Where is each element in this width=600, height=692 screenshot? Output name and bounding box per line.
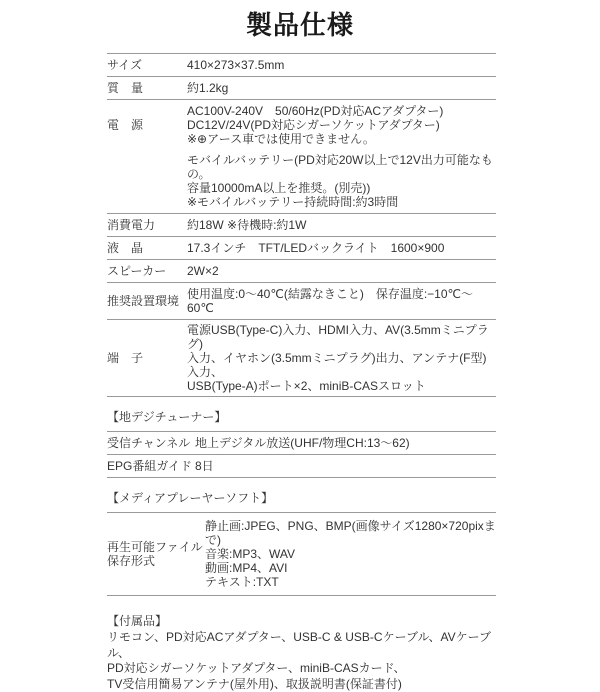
power-line-capacity: 容量10000mA以上を推奨。(別売)) xyxy=(187,181,496,195)
playable-files-label-line-1: 再生可能ファイル xyxy=(107,540,205,554)
media-player-section xyxy=(107,491,496,596)
terminals-line-2: 入力、イヤホン(3.5mmミニプラグ)出力、アンテナ(F型)入力、 xyxy=(187,351,496,379)
tuner-table xyxy=(107,431,496,478)
spec-row-playable-files xyxy=(107,513,496,596)
spec-row-power-consumption xyxy=(107,214,496,237)
tuner-section xyxy=(107,410,496,478)
terminals-line-3: USB(Type-A)ポート×2、miniB-CASスロット xyxy=(187,379,496,393)
spec-row-speaker xyxy=(107,260,496,283)
spec-value-environment: 使用温度:0〜40℃(結露なきこと) 保存温度:−10℃〜60℃ xyxy=(187,287,496,315)
page-title: 製品仕様 xyxy=(0,0,600,41)
accessories-line-2: PD対応シガーソケットアダプター、miniB-CASカード、 xyxy=(107,661,496,677)
spec-value-channels: 地上デジタル放送(UHF/物理CH:13〜62) xyxy=(195,436,496,450)
spec-row-weight xyxy=(107,77,496,100)
spec-value-weight: 約1.2kg xyxy=(187,81,496,95)
power-paragraph-battery xyxy=(187,153,496,209)
spec-value-epg: 8日 xyxy=(195,459,496,473)
spec-value-playable-files xyxy=(205,519,496,589)
playable-video: 動画:MP4、AVI xyxy=(205,561,496,575)
spec-row-power xyxy=(107,100,496,214)
power-line-battery: モバイルバッテリー(PD対応20W以上で12V出力可能なもの。 xyxy=(187,153,496,181)
spec-label-channels: 受信チャンネル xyxy=(107,436,195,450)
spec-value-power xyxy=(187,104,496,209)
spec-label-environment: 推奨設置環境 xyxy=(107,294,187,308)
accessories-line-3: TV受信用簡易アンテナ(屋外用)、取扱説明書(保証書付) xyxy=(107,677,496,692)
spec-value-power-consumption: 約18W ※待機時:約1W xyxy=(187,218,496,232)
spec-row-environment xyxy=(107,283,496,320)
spec-label-weight: 質 量 xyxy=(107,81,187,95)
spec-label-size: サイズ xyxy=(107,58,187,72)
spec-label-epg: EPG番組ガイド xyxy=(107,459,195,473)
spec-row-size xyxy=(107,54,496,77)
spec-document xyxy=(107,53,496,692)
media-section-heading: 【メディアプレーヤーソフト】 xyxy=(107,491,496,505)
spec-value-speaker: 2W×2 xyxy=(187,264,496,278)
spec-label-speaker: スピーカー xyxy=(107,264,187,278)
spec-value-lcd: 17.3インチ TFT/LEDバックライト 1600×900 xyxy=(187,241,496,255)
accessories-section xyxy=(107,614,496,692)
spec-value-terminals xyxy=(187,323,496,393)
power-line-ac: AC100V-240V 50/60Hz(PD対応ACアダプター) xyxy=(187,104,496,118)
accessories-section-heading: 【付属品】 xyxy=(107,614,496,628)
playable-files-label-line-2: 保存形式 xyxy=(107,554,205,568)
power-paragraph-ac-dc xyxy=(187,104,496,146)
spec-value-size: 410×273×37.5mm xyxy=(187,58,496,72)
media-table xyxy=(107,512,496,596)
spec-label-power-consumption: 消費電力 xyxy=(107,218,187,232)
spec-row-terminals xyxy=(107,320,496,397)
playable-still-image: 静止画:JPEG、PNG、BMP(画像サイズ1280×720pixまで) xyxy=(205,519,496,547)
spec-label-power: 電 源 xyxy=(107,104,187,132)
spec-label-playable-files xyxy=(107,540,205,568)
playable-music: 音楽:MP3、WAV xyxy=(205,547,496,561)
power-line-earth-note: ※⊕アース車では使用できません。 xyxy=(187,132,496,146)
playable-text: テキスト:TXT xyxy=(205,575,496,589)
terminals-line-1: 電源USB(Type-C)入力、HDMI入力、AV(3.5mmミニプラグ) xyxy=(187,323,496,351)
power-line-battery-note: ※モバイルバッテリー持続時間:約3時間 xyxy=(187,195,496,209)
main-spec-table xyxy=(107,53,496,397)
spec-row-epg xyxy=(107,455,496,478)
accessories-line-1: リモコン、PD対応ACアダプター、USB-C & USB-Cケーブル、AVケーブル、 xyxy=(107,630,496,661)
spec-label-lcd: 液 晶 xyxy=(107,241,187,255)
spec-row-lcd xyxy=(107,237,496,260)
spec-label-terminals: 端 子 xyxy=(107,351,187,365)
tuner-section-heading: 【地デジチューナー】 xyxy=(107,410,496,424)
spec-row-channels xyxy=(107,432,496,455)
power-line-dc: DC12V/24V(PD対応シガーソケットアダプター) xyxy=(187,118,496,132)
